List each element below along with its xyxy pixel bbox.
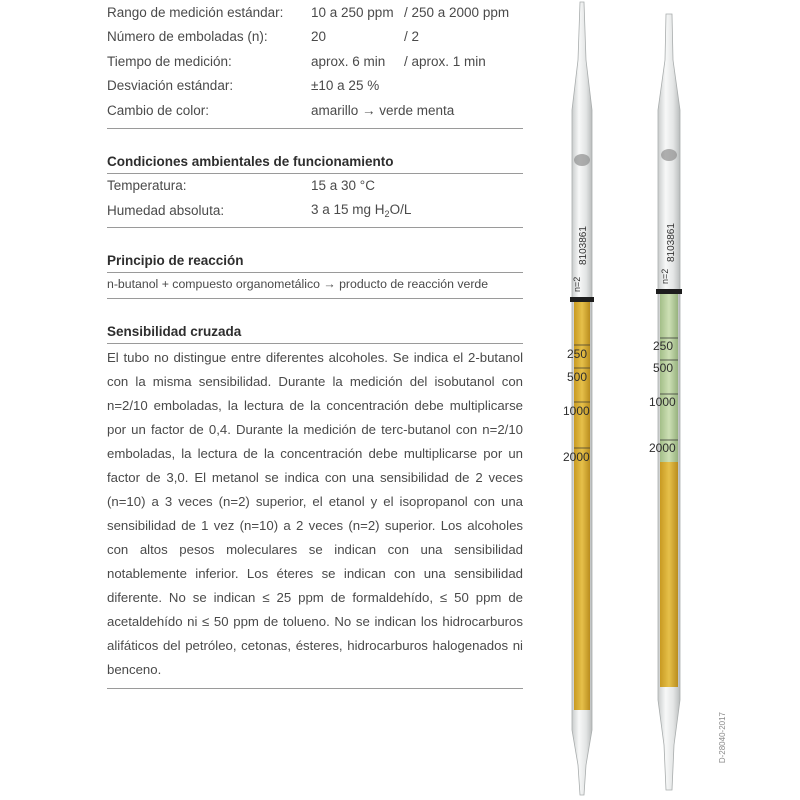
tube-used [649, 14, 682, 790]
spec-value: aprox. 6 min [311, 53, 386, 69]
divider [107, 298, 523, 299]
reaction-text: n-butanol + compuesto organometálico → producto de reacción verde [107, 276, 489, 291]
spec-value-alt: / 2 [404, 29, 420, 45]
tube-stroke-mark: n=2 [572, 276, 582, 292]
env-value: 15 a 30 °C [311, 178, 375, 194]
tube-serial: 8103861 [578, 226, 589, 265]
divider [107, 688, 523, 689]
divider [107, 227, 523, 228]
spec-row-time [107, 49, 523, 74]
section-heading-cross-sensitivity: Sensibilidad cruzada [107, 323, 242, 339]
spec-value: 10 a 250 ppm [311, 4, 394, 20]
section-heading-environment: Condiciones ambientales de funcionamiento [107, 153, 394, 169]
spec-sheet [107, 0, 523, 689]
env-value-subscript: 2 [384, 208, 390, 219]
env-row-temperature [107, 174, 523, 199]
env-value [311, 202, 411, 219]
detector-tubes-illustration [540, 0, 730, 800]
tube-stroke-mark: n=2 [660, 268, 670, 284]
scale-label: 2000 [649, 441, 676, 455]
tube-unused [563, 2, 594, 795]
divider [107, 128, 523, 129]
scale-label: 1000 [649, 395, 676, 409]
spec-row-range [107, 0, 523, 25]
tube-band [570, 297, 594, 302]
tube-unused-fill [660, 462, 678, 687]
spec-value-alt: / aprox. 1 min [404, 53, 486, 69]
spec-value: amarillo → verde menta [311, 102, 455, 118]
spec-value: 20 [311, 29, 327, 45]
document-code: D-28040-2017 [718, 712, 727, 764]
scale-label: 2000 [563, 450, 590, 464]
spec-label: Número de emboladas (n): [107, 29, 268, 45]
spec-label: Desviación estándar: [107, 78, 234, 94]
section-heading-reaction: Principio de reacción [107, 252, 244, 268]
env-label: Humedad absoluta: [107, 202, 225, 218]
env-value-unit: O/L [389, 201, 412, 217]
env-row-humidity [107, 198, 523, 223]
spec-row-deviation [107, 74, 523, 99]
tube-plug [661, 149, 677, 161]
scale-label: 500 [567, 370, 588, 384]
tube-unused-fill [574, 300, 590, 710]
spec-value-alt: / 250 a 2000 ppm [404, 4, 510, 20]
spec-label: Tiempo de medición: [107, 53, 232, 69]
cross-sensitivity-text: El tubo no distingue entre diferentes alcoholes. Se indica el 2-butanol con la misma sensibilidad. Durante la medición del isobutanol con n=2/10 emboladas, la lectura de la concentración debe multiplicarse por un factor de 0,4. Durante la medición de terc-butanol con n=2/10 emboladas, la lectura de la concentración debe multiplicarse por un factor de 3,0. El metanol se indica con una sensibilidad de 2 veces (n=10) a 3 veces (n=2) superior, el etanol y el isopropanol con una sensibilidad de 1 vez (n=10) a 2 veces (n=2) superior. Los alcoholes con altos pesos moleculares se indican con una sensibilidad notablemente inferior. Los éteres se indican con una sensibilidad diferente. No se indican ≤ 25 ppm de formaldehído, ≤ 50 ppm de acetaldehído ni ≤ 50 ppm de tolueno. No se indican los hidrocarburos alifáticos del petróleo, cetonas, ésteres, hidrocarburos halogenados ni benceno. [107, 349, 523, 677]
spec-label: Rango de medición estándar: [107, 4, 284, 20]
spec-row-color [107, 98, 523, 123]
tube-plug [574, 154, 590, 166]
tube-band [656, 289, 682, 294]
spec-label: Cambio de color: [107, 102, 210, 118]
spec-value: ±10 a 25 % [311, 78, 380, 94]
env-label: Temperatura: [107, 178, 187, 194]
tube-used-fill [660, 292, 678, 462]
env-value-main: 3 a 15 mg H [311, 201, 385, 217]
spec-row-strokes [107, 25, 523, 50]
spec-table [107, 0, 523, 123]
scale-label: 250 [653, 339, 674, 353]
scale-label: 1000 [563, 404, 590, 418]
tube-serial: 8103861 [666, 223, 677, 262]
scale-label: 500 [653, 361, 674, 375]
scale-label: 250 [567, 347, 588, 361]
